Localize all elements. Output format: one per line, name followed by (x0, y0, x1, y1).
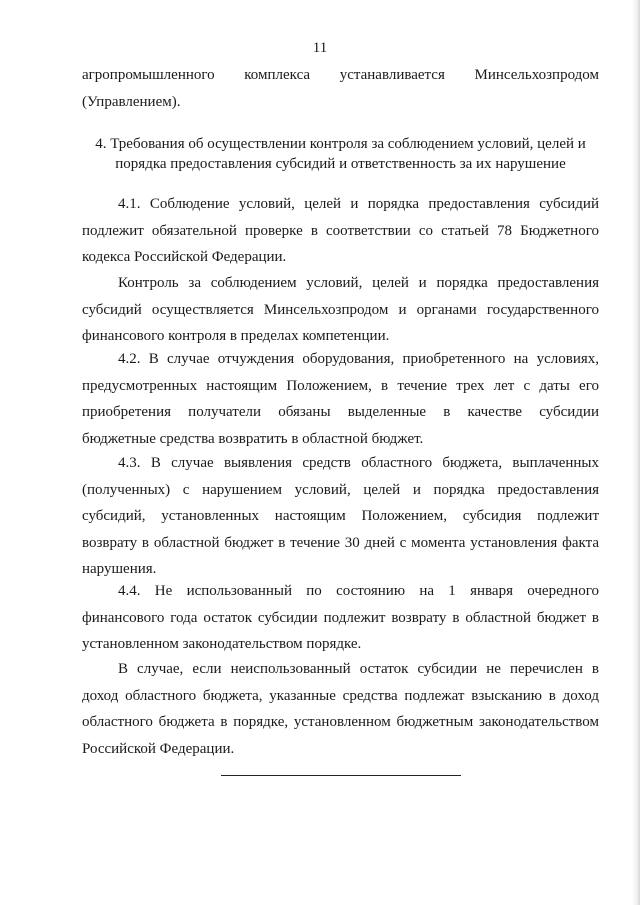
text-line: финансового года остаток субсидии подлежит возврату в областной бюджет в (82, 609, 599, 626)
heading-line: порядка предоставления субсидий и ответственность за их нарушение (115, 156, 566, 172)
intro-paragraph (82, 62, 599, 115)
page-number: 11 (312, 40, 328, 56)
text-line: приобретения получатели обязаны выделенные в качестве субсидии (82, 404, 599, 420)
paragraph-4-3 (82, 450, 599, 583)
text-line: агропромышленного комплекса устанавливается Минсельхозпродом (82, 67, 599, 83)
text-line: (Управлением). (82, 93, 181, 110)
text-line: В случае, если неиспользованный остаток субсидии не перечислен в (118, 661, 599, 677)
text-line: бюджетные средства возвратить в областной бюджет. (82, 430, 424, 447)
paragraph-control (82, 270, 599, 350)
text-line: областного бюджета в порядке, установленном бюджетным законодательством (82, 714, 599, 730)
text-line: субсидий осуществляется Минсельхозпродом и органами государственного (82, 301, 599, 318)
text-line: доход областного бюджета, указанные средства подлежат взысканию в доход (82, 687, 599, 704)
text-line: Российской Федерации. (82, 740, 235, 757)
text-line: финансового контроля в пределах компетенции. (82, 328, 390, 344)
text-line: субсидий, установленных настоящим Положением, субсидия подлежит (82, 508, 599, 524)
text-line: (полученных) с нарушением условий, целей и порядка предоставления (82, 481, 599, 498)
heading-line: 4. Требования об осуществлении контроля за соблюдением условий, целей и (95, 136, 586, 152)
text-line: 4.1. Соблюдение условий, целей и порядка предоставления субсидий (118, 196, 599, 212)
text-line: установленном законодательством порядке. (82, 636, 362, 652)
text-line: 4.3. В случае выявления средств областного бюджета, выплаченных (118, 455, 599, 471)
page-edge-shadow (632, 0, 640, 905)
closing-separator-line (221, 775, 461, 776)
text-line: 4.4. Не использованный по состоянию на 1 января очередного (118, 583, 599, 599)
paragraph-4-4 (82, 578, 599, 658)
text-line: нарушения. (82, 561, 157, 577)
paragraph-unspent-balance (82, 656, 599, 762)
paragraph-4-2 (82, 346, 599, 452)
text-line: Контроль за соблюдением условий, целей и порядка предоставления (118, 275, 599, 291)
text-line: предусмотренных настоящим Положением, в течение трех лет с даты его (82, 377, 599, 394)
text-line: возврату в областной бюджет в течение 30 дней с момента установления факта (82, 534, 599, 551)
text-line: 4.2. В случае отчуждения оборудования, приобретенного на условиях, (118, 351, 599, 367)
text-line: подлежит обязательной проверке в соответствии со статьей 78 Бюджетного (82, 222, 599, 239)
text-line: кодекса Российской Федерации. (82, 249, 287, 265)
paragraph-4-1 (82, 191, 599, 271)
section-heading (82, 134, 599, 174)
